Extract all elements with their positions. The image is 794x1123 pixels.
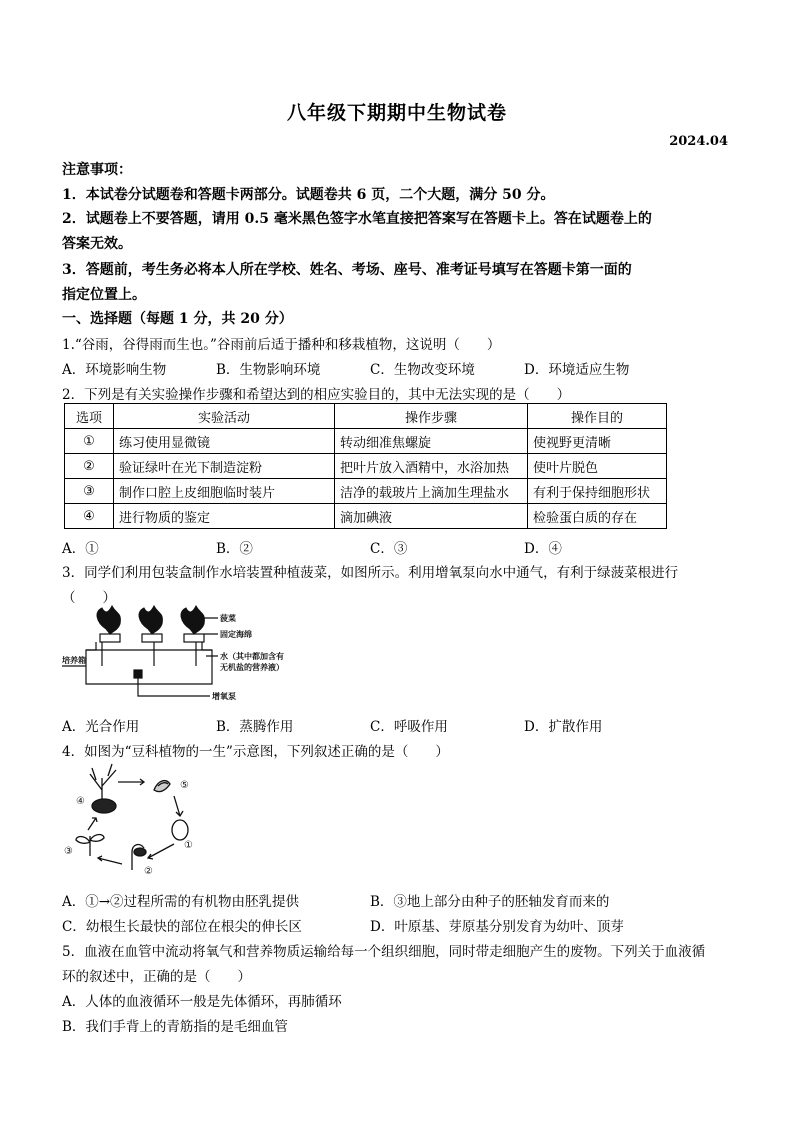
notice-item-2-cont: 答案无效。	[62, 236, 132, 252]
option-b: B．②	[216, 541, 253, 557]
stage-5-label: ⑤	[180, 780, 189, 791]
spinach-plant-2	[139, 606, 162, 634]
option-b: B．蒸腾作用	[216, 719, 294, 735]
pod	[154, 781, 170, 792]
table-row	[65, 454, 667, 479]
table-header-row	[65, 404, 667, 429]
table-cell: 检验蛋白质的存在	[528, 504, 667, 529]
option-a: A．环境影响生物	[62, 362, 167, 378]
question-3-stem: 3．同学们利用包装盒制作水培装置种植菠菜，如图所示。利用增氧泵向水中通气，有利于绿菠菜根进行	[62, 565, 679, 581]
table-cell: 有利于保持细胞形状	[528, 479, 667, 504]
exam-date: 2024.04	[669, 134, 728, 149]
question-3-stem-cont: （ ）	[62, 590, 116, 606]
question-5-option-a: A．人体的血液循环一般是先体循环，再肺循环	[62, 994, 342, 1010]
table-cell: 洁净的载玻片上滴加生理盐水	[335, 479, 528, 504]
table-row	[65, 429, 667, 454]
label-pump: 增氧泵	[212, 692, 236, 701]
notice-item-1: 1．本试卷分试题卷和答题卡两部分。试题卷共 6 页，二个大题，满分 50 分。	[62, 187, 555, 203]
option-d: D．扩散作用	[524, 719, 603, 735]
question-5-option-b: B．我们手背上的青筋指的是毛细血管	[62, 1019, 288, 1035]
table-cell: 转动细准焦螺旋	[335, 429, 528, 454]
notice-item-3-cont: 指定位置上。	[62, 287, 146, 303]
label-box: 培养箱	[62, 656, 86, 665]
label-sponge: 固定海绵	[220, 630, 252, 639]
header-cell: 操作目的	[528, 404, 667, 429]
hydroponic-figure	[62, 604, 326, 708]
stage-1-label: ①	[184, 840, 193, 851]
option-c: C．③	[370, 541, 408, 557]
notice-item-2: 2．试题卷上不要答题，请用 0.5 毫米黑色签字水笔直接把答案写在答题卡上。答在试题卷上的	[62, 211, 652, 227]
label-water-cont: 无机盐的营养液）	[220, 663, 284, 672]
option-a: A．光合作用	[62, 719, 140, 735]
pump-tube	[138, 678, 206, 696]
header-cell: 实验活动	[114, 404, 335, 429]
table-row	[65, 479, 667, 504]
stage-2-label: ②	[144, 866, 153, 877]
question-5-stem-cont: 环的叙述中，正确的是（ ）	[62, 969, 251, 985]
notice-item-3: 3．答题前，考生务必将本人所在学校、姓名、考场、座号、准考证号填写在答题卡第一面的	[62, 262, 632, 278]
table-cell: ①	[65, 429, 114, 454]
table-row	[65, 504, 667, 529]
option-a: A．①	[62, 541, 99, 557]
header-cell: 操作步骤	[335, 404, 528, 429]
notice-heading: 注意事项：	[62, 162, 132, 178]
question-2-stem: 2．下列是有关实验操作步骤和希望达到的相应实验目的，其中无法实现的是（ ）	[62, 387, 571, 403]
option-c: C．呼吸作用	[370, 719, 448, 735]
experiment-table	[64, 403, 667, 529]
question-2-options	[62, 537, 742, 557]
question-1-options	[62, 358, 742, 378]
cycle-arrow	[118, 779, 144, 785]
question-4-options-row1	[62, 890, 678, 910]
header-cell: 选项	[65, 404, 114, 429]
page-title: 八年级下期期中生物试卷	[286, 102, 507, 124]
option-b: B．③地上部分由种子的胚轴发育而来的	[370, 894, 610, 910]
table-cell: ④	[65, 504, 114, 529]
option-a: A．①→②过程所需的有机物由胚乳提供	[62, 894, 300, 910]
option-d: D．④	[524, 541, 562, 557]
question-3-options	[62, 715, 742, 735]
stage-4-label: ④	[76, 796, 85, 807]
option-c: C．幼根生长最快的部位在根尖的伸长区	[62, 919, 302, 935]
option-d: D．环境适应生物	[524, 362, 630, 378]
table-cell: 使视野更清晰	[528, 429, 667, 454]
spinach-plant-1	[97, 606, 120, 634]
section-heading: 一、选择题（每题 1 分，共 20 分）	[62, 311, 293, 327]
table-cell: ③	[65, 479, 114, 504]
spinach-plant-3	[181, 606, 204, 634]
label-spinach: 菠菜	[220, 614, 236, 623]
table-cell: 练习使用显微镜	[114, 429, 335, 454]
option-b: B．生物影响环境	[216, 362, 321, 378]
option-c: C．生物改变环境	[370, 362, 475, 378]
table-cell: 进行物质的鉴定	[114, 504, 335, 529]
table-cell: 制作口腔上皮细胞临时装片	[114, 479, 335, 504]
table-cell: 滴加碘液	[335, 504, 528, 529]
stage-3-label: ③	[64, 846, 73, 857]
question-4-options-row2	[62, 915, 678, 935]
seed	[172, 820, 188, 840]
table-cell: 把叶片放入酒精中，水浴加热	[335, 454, 528, 479]
table-cell: 验证绿叶在光下制造淀粉	[114, 454, 335, 479]
seedling	[76, 835, 104, 857]
question-5-stem: 5．血液在血管中流动将氧气和营养物质运输给每一个组织细胞，同时带走细胞产生的废物。下列关于血液循	[62, 944, 706, 960]
label-water: 水（其中都加含有	[220, 652, 284, 661]
question-4-stem: 4．如图为“豆科植物的一生”示意图，下列叙述正确的是（ ）	[62, 744, 449, 760]
culture-box	[86, 642, 212, 684]
plant-lifecycle-figure	[62, 760, 212, 876]
question-1-stem: 1.“谷雨，谷得雨而生也。”谷雨前后适于播种和移栽植物，这说明（ ）	[62, 337, 501, 353]
table-cell: 使叶片脱色	[528, 454, 667, 479]
table-cell: ②	[65, 454, 114, 479]
option-d: D．叶原基、芽原基分别发育为幼叶、顶芽	[370, 919, 624, 935]
